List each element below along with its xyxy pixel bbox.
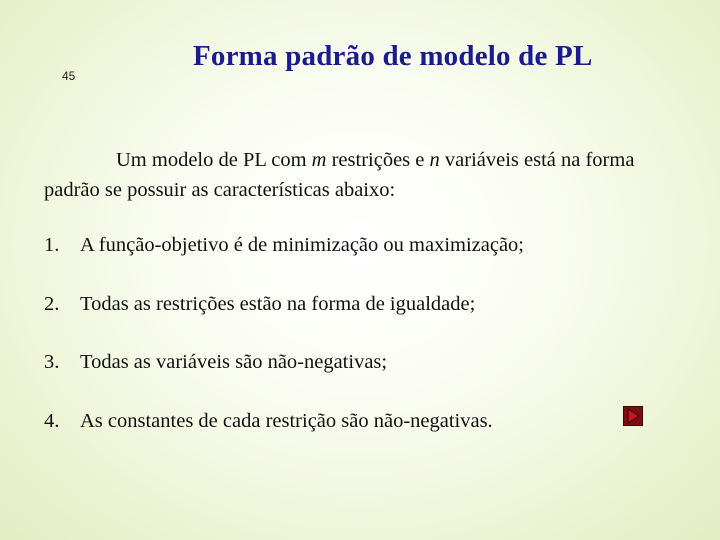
variable-m: m [311,149,327,171]
list-item [44,347,524,377]
list-item [44,230,524,260]
intro-text-1: Um modelo de PL com [116,149,312,171]
list-item [44,289,524,319]
list-item-number: 2. [44,292,60,315]
characteristics-list [44,230,524,464]
list-item-number: 1. [44,234,60,256]
list-item [44,406,524,436]
intro-paragraph [44,145,684,205]
play-next-icon [624,407,642,425]
slide-title: Forma padrão de modelo de PL [193,40,593,72]
intro-text-2: restrições e [326,149,430,171]
list-item-number: 4. [44,409,60,432]
list-item-number: 3. [44,351,60,373]
variable-n: n [429,149,440,171]
list-item-text: Todas as variáveis são não-negativas; [80,351,388,373]
slide-number: 45 [62,69,76,83]
list-item-text: As constantes de cada restrição são não-negativas. [80,409,493,432]
list-item-text: Todas as restrições estão na forma de igualdade; [80,292,476,315]
list-item-text: A função-objetivo é de minimização ou maximização; [80,234,525,256]
intro-text-3: variáveis está na forma padrão se possuir as características abaixo: [44,149,635,201]
next-slide-button[interactable] [623,406,643,426]
